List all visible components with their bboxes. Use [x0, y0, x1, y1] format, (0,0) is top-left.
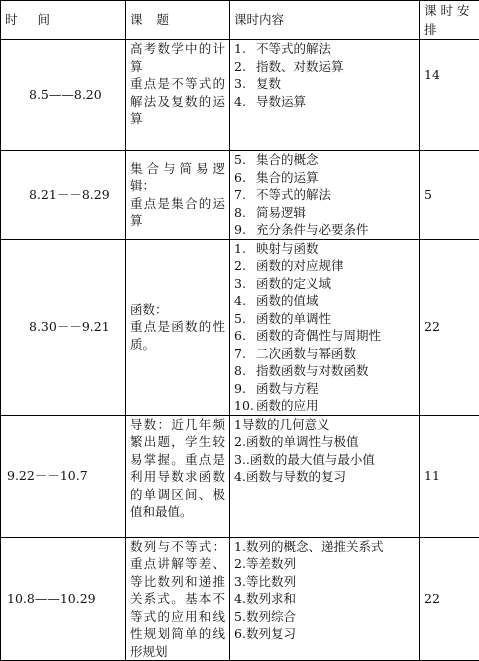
list-item	[234, 58, 415, 76]
topic-cell	[126, 151, 230, 240]
list-item	[234, 362, 415, 380]
item-text: 不等式的解法	[256, 187, 331, 202]
header-hours: 课时安排	[420, 1, 479, 40]
list-item	[234, 40, 415, 58]
list-item	[234, 327, 415, 345]
content-list	[234, 416, 415, 486]
item-number: 5.	[234, 310, 256, 328]
item-number: 8.	[234, 362, 256, 380]
item-text: 函数的奇偶性与周期性	[256, 328, 381, 343]
item-text: 数列的概念、递推关系式	[246, 539, 384, 554]
topic-line: 重点是集合的运算	[130, 195, 225, 230]
list-item	[234, 625, 415, 643]
list-item	[234, 75, 415, 93]
header-time: 时间	[1, 1, 126, 40]
item-number: 2.	[234, 58, 256, 76]
period-cell: 8.5——8.20	[1, 40, 126, 151]
header-row	[1, 1, 479, 40]
hours-cell: 22	[420, 239, 479, 415]
period-cell: 8.21－－8.29	[1, 151, 126, 240]
item-number: 1	[234, 416, 242, 434]
hours-cell: 5	[420, 151, 479, 240]
list-item	[234, 468, 415, 486]
list-item	[234, 275, 415, 293]
item-number: 3.	[234, 275, 256, 293]
list-item	[234, 538, 415, 556]
item-text: 函数的定义域	[256, 276, 331, 291]
topic-cell	[126, 537, 230, 661]
item-number: 2.	[234, 257, 256, 275]
list-item	[234, 590, 415, 608]
item-text: 函数的单调性与极值	[246, 434, 359, 449]
item-text: 复数	[256, 76, 281, 91]
list-item	[234, 397, 415, 415]
item-text: 集合的运算	[256, 170, 319, 185]
item-number: 2.	[234, 555, 246, 573]
list-item	[234, 186, 415, 204]
list-item	[234, 169, 415, 187]
header-content: 课时内容	[230, 1, 420, 40]
topic-line: 重点是函数的性质。	[130, 318, 225, 353]
content-list	[234, 40, 415, 110]
item-text: 等比数列	[246, 574, 296, 589]
item-text: 简易逻辑	[256, 205, 306, 220]
list-item	[234, 292, 415, 310]
item-number: 6.	[234, 327, 256, 345]
list-item	[234, 221, 415, 239]
content-list	[234, 151, 415, 239]
item-text: 函数与方程	[256, 381, 319, 396]
item-number: 5.	[234, 608, 246, 626]
item-number: 3.	[234, 573, 246, 591]
item-number: 1.	[234, 40, 256, 58]
item-number: 3..	[234, 451, 250, 469]
table-row	[1, 537, 479, 661]
item-number: 6.	[234, 169, 256, 187]
list-item	[234, 451, 415, 469]
list-item	[234, 93, 415, 111]
item-text: 导数运算	[256, 94, 306, 109]
item-number: 1.	[234, 240, 256, 258]
item-text: 映射与函数	[256, 241, 319, 256]
item-number: 2.	[234, 433, 246, 451]
period-cell: 10.8——10.29	[1, 537, 126, 661]
table-row	[1, 40, 479, 151]
item-text: 函数的对应规律	[256, 258, 344, 273]
period-cell: 9.22－－10.7	[1, 415, 126, 537]
list-item	[234, 257, 415, 275]
item-number: 4.	[234, 93, 256, 111]
item-text: 函数与导数的复习	[246, 469, 346, 484]
item-number: 9.	[234, 221, 256, 239]
content-cell	[230, 40, 420, 151]
topic-line: 集合与简易逻辑：	[130, 160, 225, 195]
topic-line: 高考数学中的计算	[130, 40, 225, 75]
item-number: 8.	[234, 204, 256, 222]
item-text: 函数的应用	[256, 398, 319, 413]
hours-cell: 22	[420, 537, 479, 661]
item-number: 6.	[234, 625, 246, 643]
item-number: 3.	[234, 75, 256, 93]
list-item	[234, 380, 415, 398]
table-row	[1, 239, 479, 415]
item-number: 7.	[234, 186, 256, 204]
header-topic: 课题	[126, 1, 230, 40]
table-row	[1, 415, 479, 537]
item-number: 9.	[234, 380, 256, 398]
list-item	[234, 573, 415, 591]
topic-cell	[126, 239, 230, 415]
topic-line: 函数：	[130, 301, 225, 319]
content-cell	[230, 239, 420, 415]
item-text: 函数的单调性	[256, 311, 331, 326]
content-cell	[230, 151, 420, 240]
item-number: 1.	[234, 538, 246, 556]
content-list	[234, 240, 415, 415]
item-text: 充分条件与必要条件	[256, 222, 369, 237]
content-list	[234, 538, 415, 643]
list-item	[234, 151, 415, 169]
list-item	[234, 416, 415, 434]
item-text: 不等式的解法	[256, 41, 331, 56]
item-number: 4.	[234, 468, 246, 486]
item-text: 二次函数与幂函数	[256, 346, 356, 361]
topic-cell	[126, 40, 230, 151]
topic-cell	[126, 415, 230, 537]
list-item	[234, 240, 415, 258]
item-text: 数列求和	[246, 591, 296, 606]
list-item	[234, 345, 415, 363]
topic-line: 重点是不等式的解法及复数的运算	[130, 75, 225, 128]
item-text: 数列综合	[246, 609, 296, 624]
item-number: 5.	[234, 151, 256, 169]
item-number: 4.	[234, 590, 246, 608]
period-cell: 8.30－－9.21	[1, 239, 126, 415]
item-text: 集合的概念	[256, 152, 319, 167]
hours-cell: 11	[420, 415, 479, 537]
list-item	[234, 555, 415, 573]
item-number: 4.	[234, 292, 256, 310]
content-cell	[230, 415, 420, 537]
topic-line: 数列与不等式：重点讲解等差、等比数列和递推关系式。基本不等式的应用和线性规划简单的线形规划	[130, 538, 225, 661]
list-item	[234, 310, 415, 328]
item-number: 7.	[234, 345, 256, 363]
item-text: 指数、对数运算	[256, 59, 344, 74]
item-text: 指数函数与对数函数	[256, 363, 369, 378]
list-item	[234, 204, 415, 222]
item-text: 导数的几何意义	[242, 417, 330, 432]
table-row	[1, 151, 479, 240]
hours-cell: 14	[420, 40, 479, 151]
item-text: 数列复习	[246, 626, 296, 641]
item-text: 函数的最大值与最小值	[250, 452, 375, 467]
list-item	[234, 608, 415, 626]
item-text: 等差数列	[246, 556, 296, 571]
topic-line: 导数：近几年频繁出题，学生较易掌握。重点是利用导数求函数的单调区间、极值和最值。	[130, 416, 225, 521]
item-number: 10.	[234, 397, 256, 415]
content-cell	[230, 537, 420, 661]
item-text: 函数的值域	[256, 293, 319, 308]
list-item	[234, 433, 415, 451]
